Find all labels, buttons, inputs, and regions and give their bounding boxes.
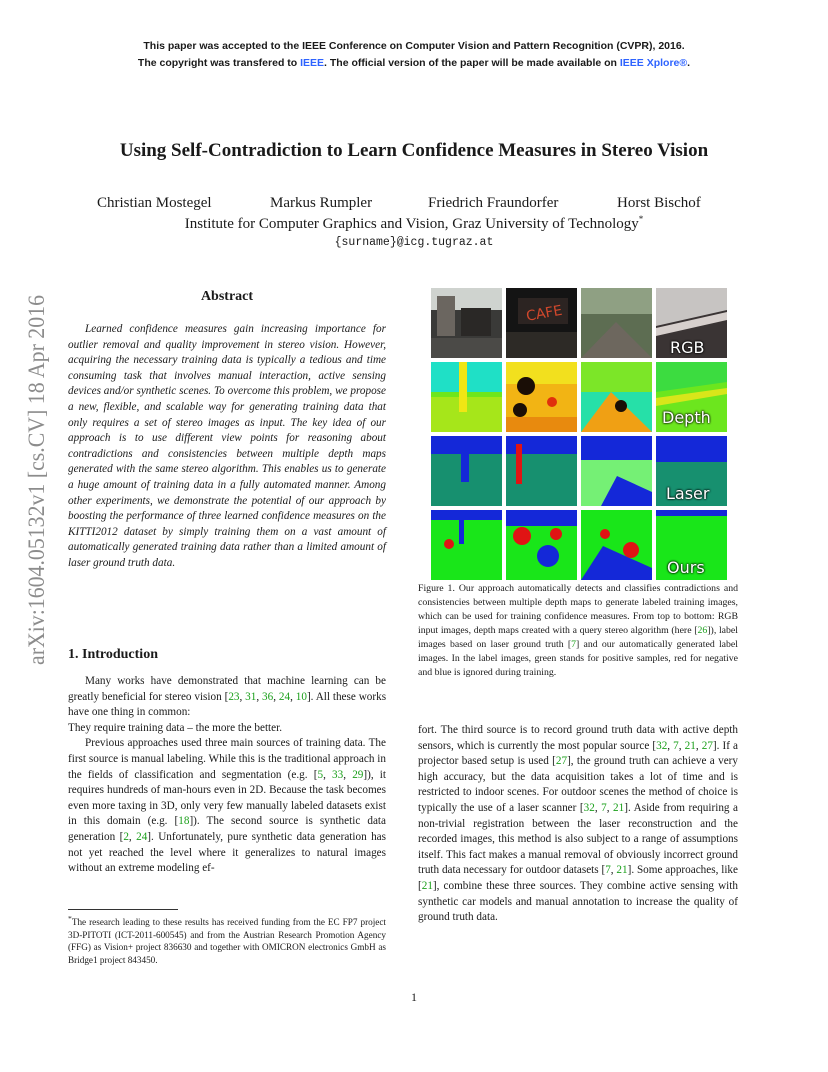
laser-label-image: [506, 436, 577, 506]
right-column-text: [418, 723, 738, 926]
citation-link[interactable]: 32: [656, 739, 668, 752]
citation-link[interactable]: 24: [136, 830, 148, 843]
arxiv-id: arXiv:1604.05132v1 [cs.CV] 18 Apr 2016: [24, 266, 50, 665]
citation-link[interactable]: 33: [332, 768, 344, 781]
depth-image: [581, 362, 652, 432]
ours-label-image: [581, 510, 652, 580]
citation-link[interactable]: 36: [262, 690, 274, 703]
ours-label-image: [431, 510, 502, 580]
ours-label-image: [506, 510, 577, 580]
figure-1: [431, 288, 727, 578]
citation-link[interactable]: 10: [295, 690, 307, 703]
ieee-link[interactable]: IEEE: [300, 57, 325, 69]
footnote-rule: [68, 909, 178, 910]
citation-link[interactable]: 32: [583, 801, 595, 814]
section-heading-introduction: 1. Introduction: [68, 647, 158, 662]
introduction-text: [68, 674, 386, 877]
acceptance-notice: [0, 38, 828, 72]
citation-link[interactable]: 7: [605, 864, 611, 877]
notice-text: The copyright was transfered to: [137, 57, 301, 69]
abstract-heading: Abstract: [200, 289, 254, 304]
row-label-ours: Ours: [667, 558, 705, 577]
paragraph: They require training data – the more the better.: [68, 721, 283, 734]
svg-text:CAFE: CAFE: [525, 302, 564, 325]
paper-title: Using Self-Contradiction to Learn Confidence Measures in Stereo Vision: [119, 140, 709, 161]
citation-link[interactable]: 7: [673, 739, 679, 752]
author-name: Friedrich Fraundorfer: [428, 195, 559, 211]
rgb-image: [506, 288, 577, 358]
paragraph: fort. The third source is to record ground truth data with active depth sensors, which is currently the most popular source [32, 7, 21, 27]. If a projector based setup is used [27], the ground truth can achieve a very high accuracy, but the data acquisition takes a lot of time and is restricted to indoor scenes. For outdoor scenes the method of choice is typically the use of a laser scanner [32, 7, 21]. Aside from requiring a non-trivial registration between the laser reconstruction and the recorded images, this method is also subject to a range of assumptions itself. This fact makes a manual removal of obviously incorrect ground truth data necessary for outdoor datasets [7, 21]. Some approaches, like [21], combine these three sources. They combine active sensing with synthetic car models and manual annotation to increase the quality of ground truth data.: [418, 724, 739, 924]
author-name: Horst Bischof: [617, 195, 701, 211]
citation-link[interactable]: 29: [352, 768, 364, 781]
row-label-laser: Laser: [666, 484, 710, 503]
notice-line-2: [0, 55, 828, 72]
citation-link[interactable]: 24: [278, 690, 291, 703]
citation-link[interactable]: 5: [317, 768, 324, 781]
author-name: Markus Rumpler: [270, 195, 373, 211]
laser-label-image: [431, 436, 502, 506]
rgb-image: [431, 288, 502, 358]
depth-image: [431, 362, 502, 432]
citation-link[interactable]: 27: [555, 755, 568, 768]
citation-link[interactable]: 27: [701, 739, 713, 752]
notice-line-1: This paper was accepted to the IEEE Conference on Computer Vision and Pattern Recognition (CVPR), 2016.: [143, 40, 685, 52]
notice-text: .: [687, 57, 691, 69]
ieee-xplore-link[interactable]: IEEE Xplore®: [619, 57, 688, 69]
citation-link[interactable]: 21: [421, 879, 433, 892]
notice-text: . The official version of the paper will be made available on: [324, 57, 620, 69]
figure-1-caption: Figure 1. Our approach automatically detects and classifies contradictions and consistencies between multiple depth maps to generate labeled training images, which can be used for training confidence measures. From top to bottom: RGB input images, depth maps created with a query stereo algorithm (here [26]), label images based on laser ground truth [7] and our automatically generated label images. In the label images, green stands for positive samples, red for negative and blue is ignored during training.: [418, 583, 738, 678]
citation-link[interactable]: 18: [178, 815, 190, 828]
row-label-rgb: RGB: [670, 338, 705, 357]
abstract-text: Learned confidence measures gain increasing importance for outlier removal and quality improvement in stereo vision. However, acquiring the necessary training data is typically a tedious and time consuming task that involves manual interaction, active sensing devices and/or synthetic scenes. To overcome this problem, we propose a new, flexible, and scalable way for generating training data that only requires a set of stereo images as input. The key idea of our approach is to use different view points for reasoning about contradictions and consistencies between multiple depth maps generated with the same stereo algorithm. This enables us to generate a huge amount of training data in a fully automated manner. Among other experiments, we demonstrate the potential of our approach by boosting the performance of three learned confidence measures on the KITTI2012 dataset by simply training them on a vast amount of automatically generated training data rather than a limited amount of laser ground truth data.: [68, 323, 386, 569]
email: {surname}@icg.tugraz.at: [334, 236, 494, 249]
citation-link[interactable]: 31: [245, 690, 257, 703]
paragraph: Many works have demonstrated that machine learning can be greatly beneficial for stereo vision [23, 31, 36, 24, 10]. All these works have one thing in common:: [68, 675, 387, 719]
footnote: *The research leading to these results has received funding from the EC FP7 project 3D-PITOTI (ICT-2011-600545) and from the Austrian Research Promotion Agency (FFG) as Vision+ project 836630 and together with OMICRON electronics GmbH as Bridge1 project 843450.: [68, 914, 386, 965]
depth-image: [506, 362, 577, 432]
citation-link[interactable]: 7: [571, 639, 577, 650]
rgb-image: [581, 288, 652, 358]
paragraph: Previous approaches used three main sources of training data. The first source is manual labeling. While this is the traditional approach in the fields of classification and segmentation (e.g. [5, 33, 29]), it requires hundreds of man-hours even in 2D. Because the task becomes even more taxing in 3D, only very few manually labeled datasets exist in this domain (e.g. [18]). The second source is synthetic data generation [2, 24]. Unfortunately, pure synthetic data generation has not yet reached the level where it generalizes to natural images without an extreme modeling ef-: [68, 737, 387, 875]
citation-link[interactable]: 2: [123, 830, 129, 843]
affiliation: Institute for Computer Graphics and Vision, Graz University of Technology*: [184, 214, 644, 232]
citation-link[interactable]: 21: [616, 864, 628, 877]
citation-link[interactable]: 7: [601, 801, 607, 814]
row-label-depth: Depth: [662, 408, 711, 427]
laser-label-image: [581, 436, 652, 506]
citation-link[interactable]: 21: [684, 739, 696, 752]
citation-link[interactable]: 21: [613, 801, 625, 814]
citation-link[interactable]: 23: [228, 690, 240, 703]
arxiv-stamp: [4, 266, 54, 670]
author-name: Christian Mostegel: [97, 195, 212, 211]
citation-link[interactable]: 26: [697, 625, 708, 636]
page-number: 1: [411, 990, 417, 1004]
figure-image-grid: [431, 288, 727, 578]
